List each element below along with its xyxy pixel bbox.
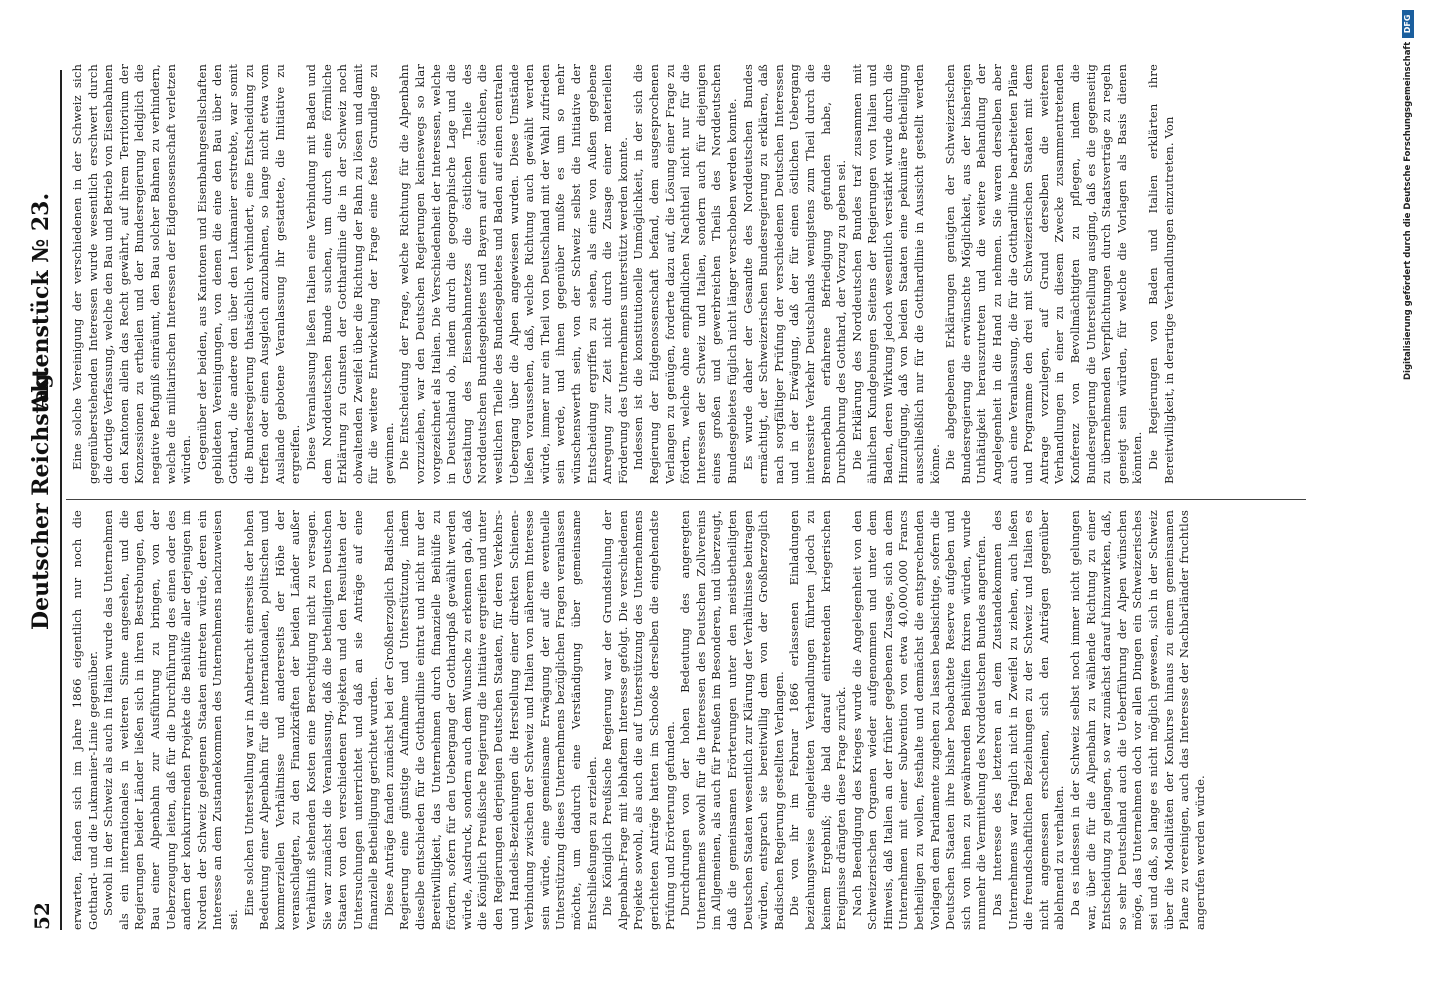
paragraph: Das Interesse des letzteren an dem Zustandekommen des Unternehmens war fraglich nicht in Zweifel zu ziehen, auch ließen die freundschaftlichen Beziehungen zu der Schweiz und Italien es nicht angemessen erscheinen, sich den Anträgen gegenüber ablehnend zu verhalten.: [990, 510, 1067, 930]
page-header: [24, 70, 58, 930]
paragraph: Diese Anträge fanden zunächst bei der Großherzoglich Badischen Regierung eine günstige Aufnahme und Unterstützung, indem dieselbe entschieden für die Gotthardlinie eintrat und nicht nur der Bereitwilligkeit, das Unternehmen durch finanzielle Beihülfe zu fördern, sofern für den Uebergang der Gotthardpaß gewählt werden würde, Ausdruck, sondern auch dem Wunsche zu erkennen gab, daß die Königlich Preußische Regierung die Initiative ergreifen und unter den Regierungen derjenigen Deutschen Staaten, für deren Verkehrs- und Handels-Beziehungen die Herstellung einer direkten Schienen-Verbindung zwischen der Schweiz und Italien von näherem Interesse sein würde, eine gemeinsame Erwägung der auf die eventuelle Unterstützung dieses Unternehmens bezüglichen Fragen veranlassen möchte, um dadurch eine Verständigung über gemeinsame Entschließungen zu erzielen.: [381, 510, 599, 930]
paragraph: Die Entscheidung der Frage, welche Richtung für die Alpenbahn vorzuziehen, war den Deutschen Regierungen keineswegs so klar vorgezeichnet als Italien. Die Verschiedenheit der Interessen, welche in Deutschland ob, indem durch die geographische Lage und die Gestaltung des Eisenbahnnetzes die östlichen Theile des Norddeutschen Bundesgebietes und Bayern auf einen östlichen, die westlichen Theile des Bundesgebietes und Baden auf einen centralen Uebergang über die Alpen angewiesen wurden. Diese Umstände ließen voraussehen, daß, welche Richtung auch gewählt werden würde, immer nur ein Theil von Deutschland mit der Wahl zufrieden sein werde, und ihnen gegenüber mußte es um so mehr wünschenswerth sein, von der Schweiz selbst die Initiative der Entscheidung ergriffen zu sehen, als eine von Außen gegebene Anregung zur Zeit nicht durch die Zusage einer materiellen Förderung des Unternehmens unterstützt werden konnte.: [397, 64, 630, 484]
dfg-logo: DFG: [1402, 10, 1414, 38]
paragraph: Diese Veranlassung ließen Italien eine Verbindung mit Baden und dem Norddeutschen Bunde suchen, um durch eine förmliche Erklärung zu Gunsten der Gotthardlinie die in der Schweiz noch obwaltenden Zweifel über die Richtung der Bahn zu lösen und damit für die weitere Entwickelung der Frage eine feste Grundlage zu gewinnen.: [303, 64, 396, 484]
paragraph: Gegenüber der beiden, aus Kantonen und Eisenbahngesellschaften gebildeten Vereinigungen, von denen die eine den Bau über den Gotthard, die andere den über den Lukmanier erstrebte, war somit die Bundesregierung thatsächlich verhindert, eine Entscheidung zu treffen oder einen Ausgleich anzubahnen, so lange nicht etwa vom Auslande gebotene Veranlassung ihr gestattete, die Initiative zu ergreifen.: [194, 64, 303, 484]
paragraph: Eine solche Vereinigung der verschiedenen in der Schweiz sich gegenüberstehenden Interessen wurde wesentlich erschwert durch die dortige Verfassung, welche den Bau und Betrieb von Eisenbahnen den Kantonen allein das Recht gewährt, auf ihrem Territorium der Konzessionen zu ertheilen und der Bundesregierung lediglich die negative Befugniß einräumt, den Bau solcher Bahnen zu verhindern, welche die militairischen Interessen der Eidgenossenschaft verletzen würden.: [70, 64, 194, 484]
paragraph: Die von ihr im Februar 1866 erlassenen Einladungen beziehungsweise eingeleiteten Verhandlungen führten jedoch zu keinem Ergebniß; die bald darauf eintretenden kriegerischen Ereignisse drängten diese Frage zurück.: [787, 510, 849, 930]
right-column: [70, 64, 1310, 484]
paragraph: Die abgegebenen Erklärungen genügten der Schweizerischen Bundesregierung die erwünschte Möglichkeit, aus der bisherigen Unthätigkeit herauszutreten und die weitere Behandlung der Angelegenheit in die Hand zu nehmen. Sie waren derselben aber auch eine Veranlassung, die für die Gotthardlinie bearbeiteten Pläne und Programme den drei mit Schweizerischen Staaten mit dem Antrage vorzulegen, auf Grund derselben die weiteren Verhandlungen in einer zu diesem Zwecke zusammentretenden Konferenz von Bevollmächtigten zu pflegen, indem die Bundesregierung die Unterstellung ausging, daß es die gegenseitig zu übernehmenden Verpflichtungen durch Staatsverträge zu regeln geneigt sein würden, für welche die Vorlagen als Basis dienen könnten.: [943, 64, 1145, 484]
column-divider: [66, 499, 1306, 500]
running-title-right: Aktenstück № 23.: [28, 192, 54, 410]
paragraph: Sowohl in der Schweiz als auch in Italien wurde das Unternehmen als ein internationales in weiteren Sinne angesehen, und die Regierungen beider Länder ließen sich in ihren Bestrebungen, den Bau einer Alpenbahn zur Ausführung zu bringen, von der Ueberzeugung leiten, daß für die Durchführung des einen oder des andern der konkurrirenden Projekte die Beihülfe aller derjenigen im Norden der Schweiz gelegenen Staaten eintreten würde, deren ein Interesse an dem Zustandekommen des Unternehmens nachzuweisen sei.: [101, 510, 240, 930]
paragraph: erwarten, fanden sich im Jahre 1866 eigentlich nur noch die Gotthard- und die Lukmanier-Linie gegenüber.: [70, 510, 100, 930]
paragraph: Es wurde daher der Gesandte des Norddeutschen Bundes ermächtigt, der Schweizerischen Bundesregierung zu erklären, daß nach sorgfältiger Prüfung der verschiedenen Deutschen Interessen und in der Erwägung, daß der für einen östlichen Uebergang interessirte Verkehr Deutschlands wenigstens zum Theil durch die Brennerbahn erfahrene Befriedigung gefunden habe, die Durchbohrung des Gotthard, der Vorzug zu geben sei.: [740, 64, 849, 484]
digitization-credit: [1402, 10, 1414, 380]
left-column: [70, 510, 1310, 930]
header-rule: [60, 70, 62, 930]
credit-text: Digitalisierung gefördert durch die Deutsche Forschungsgemeinschaft: [1403, 41, 1413, 380]
running-title-left: Deutscher Reichstag.: [28, 365, 54, 630]
paragraph: Die Erklärung des Norddeutschen Bundes traf zusammen mit ähnlichen Kundgebungen Seitens der Regierungen von Italien und Baden, deren Wirkung jedoch wesentlich verstärkt wurde durch die Hinzufügung, daß von beiden Staaten eine pekuniäre Betheiligung ausschließlich nur für die Gotthardlinie in Aussicht gestellt werden könne.: [849, 64, 942, 484]
paragraph: Die Regierungen von Baden und Italien erklärten ihre Bereitwilligkeit, in derartige Verhandlungen einzutreten. Von: [1145, 64, 1176, 484]
paragraph: Nach Beendigung des Krieges wurde die Angelegenheit von den Schweizerischen Organen wieder aufgenommen und unter dem Hinweis, daß Italien an der früher gegebenen Zusage, sich an dem Unternehmen mit einer Subvention von etwa 40,000,000 Francs betheiligen zu wollen, festhalte und demnächst die entsprechenden Vorlagen dem Parlamente zugehen zu lassen beabsichtige, sofern die Deutschen Staaten ihre bisher beobachtete Reserve aufgeben und sich von ihnen zu gewährenden Beihülfen fixiren würden, wurde nunmehr die Vermittelung des Norddeutschen Bundes angerufen.: [849, 510, 989, 930]
page-number: 52: [30, 902, 54, 930]
paragraph: Die Königlich Preußische Regierung war der Grundstellung der Alpenbahn-Frage mit lebhaftem Interesse gefolgt. Die verschiedenen Projekte sowohl, als auch die auf Unterstützung des Unternehmens gerichteten Anträge hatten im Schooße derselben die eingehendste Prüfung und Erörterung gefunden.: [600, 510, 677, 930]
paragraph: Durchdrungen von der hohen Bedeutung des angeregten Unternehmens sowohl für die Interessen des Deutschen Zollvereins im Allgemeinen, als auch für Preußen im Besonderen, und überzeugt, daß die gemeinsamen Erörterungen unter den meistbetheiligten Deutschen Staaten wesentlich zur Klärung der Verhältnisse beitragen würden, entsprach sie bereitwillig dem von der Großherzoglich Badischen Regierung gestellten Verlangen.: [678, 510, 786, 930]
paragraph: Eine solchen Unterstellung war in Anbetracht einerseits der hohen Bedeutung einer Alpenbahn für die internationalen, politischen und kommerziellen Verhältnisse und andererseits der Höhe der veranschlagten, zu den Finanzkräften der beiden Länder außer Verhältniß stehenden Kosten eine Berechtigung nicht zu versagen. Sie war zunächst die Veranlassung, daß die betheiligten Deutschen Staaten von den verschiedenen Projekten und den Resultaten der Untersuchungen unterrichtet und daß an sie Anträge auf eine finanzielle Betheiligung gerichtet wurden.: [241, 510, 381, 930]
paragraph: Da es indessen in der Schweiz selbst noch immer nicht gelungen war, über die für die Alpenbahn zu wählende Richtung zu einer Entscheidung zu gelangen, so war zunächst darauf hinzuwirken, daß, so sehr Deutschland auch die Ueberführung der Alpen wünschen möge, das Unternehmen doch vor allen Dingen ein Schweizerisches sei und daß, so lange es nicht möglich gewesen, sich in der Schweiz über die Modalitäten der Konkurse hinaus zu einem gemeinsamen Plane zu vereinigen, auch das Interesse der Nachbarländer fruchtlos angerufen werden würde.: [1068, 510, 1207, 930]
paragraph: Indessen ist die konstitutionelle Unmöglichkeit, in der sich die Regierung der Eidgenossenschaft befand, dem ausgesprochenen Verlangen zu genügen, forderte dazu auf, die Lösung einer Frage zu fördern, welche ohne empfindlichen Nachtheil nicht nur für die Interessen der Schweiz und Italien, sondern auch für diejenigen eines großen und gewerbreichen Theils des Norddeutschen Bundesgebietes füglich nicht länger verschoben werden konnte.: [631, 64, 739, 484]
